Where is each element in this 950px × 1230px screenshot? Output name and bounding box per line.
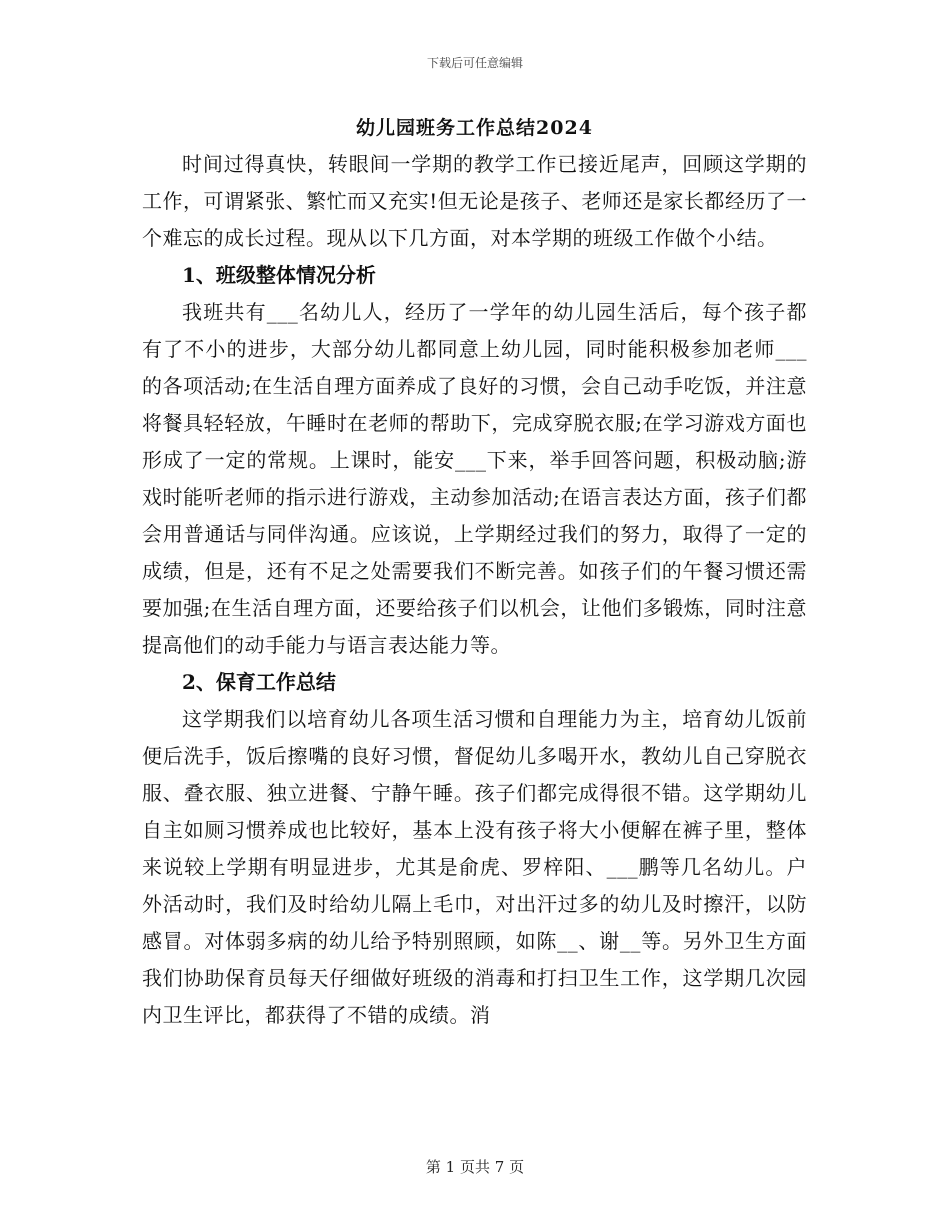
page-header-note: 下载后可任意编辑 [426, 56, 523, 70]
section-heading-class-analysis: 1、班级整体情况分析 [182, 263, 376, 287]
section-body-care-work: 这学期我们以培育幼儿各项生活习惯和自理能力为主，培育幼儿饭前便后洗手，饭后擦嘴的良好习惯，督促幼儿多喝开水，教幼儿自己穿脱衣服、叠衣服、独立进餐、宁静午睡。孩子们都完成得很不错。这学期幼儿自主如厕习惯养成也比较好，基本上没有孩子将大小便解在裤子里，整体来说较上学期有明显进步，尤其是俞虎、罗梓阳、___鹏等几名幼儿。户外活动时，我们及时给幼儿隔上毛巾，对出汗过多的幼儿及时擦汗，以防感冒。对体弱多病的幼儿给予特别照顾，如陈__、谢__等。另外卫生方面我们协助保育员每天仔细做好班级的消毒和打扫卫生工作，这学期几次园内卫生评比，都获得了不错的成绩。消 [142, 707, 807, 1027]
section-body-class-analysis: 我班共有___名幼儿人，经历了一学年的幼儿园生活后，每个孩子都有了不小的进步，大部分幼儿都同意上幼儿园，同时能积极参加老师___的各项活动;在生活自理方面养成了良好的习惯，会自己动手吃饭，并注意将餐具轻轻放，午睡时在老师的帮助下，完成穿脱衣服;在学习游戏方面也形成了一定的常规。上课时，能安___下来，举手回答问题，积极动脑;游戏时能听老师的指示进行游戏，主动参加活动;在语言表达方面，孩子们都会用普通话与同伴沟通。应该说，上学期经过我们的努力，取得了一定的成绩，但是，还有不足之处需要我们不断完善。如孩子们的午餐习惯还需要加强;在生活自理方面，还要给孩子们以机会，让他们多锻炼，同时注意提高他们的动手能力与语言表达能力等。 [142, 300, 807, 657]
page-number: 第 1 页共 7 页 [425, 1158, 525, 1176]
section-heading-care-work: 2、保育工作总结 [182, 670, 336, 694]
document-body [142, 112, 807, 1034]
document-title: 幼儿园班务工作总结2024 [356, 117, 593, 139]
intro-paragraph: 时间过得真快，转眼间一学期的教学工作已接近尾声，回顾这学期的工作，可谓紧张、繁忙而又充实!但无论是孩子、老师还是家长都经历了一个难忘的成长过程。现从以下几方面，对本学期的班级工作做个小结。 [142, 152, 807, 250]
